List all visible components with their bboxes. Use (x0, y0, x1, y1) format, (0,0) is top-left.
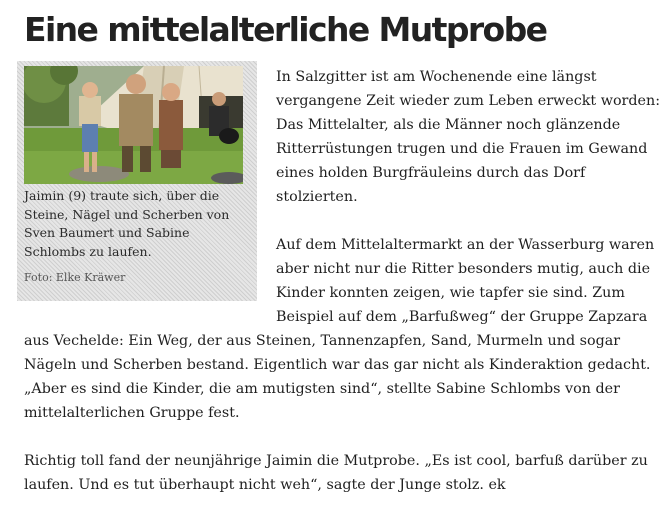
body-line: Richtig toll fand der neunjährige Jaimin die Mutprobe. „Es ist cool, barfuß darüber zu (24, 453, 648, 469)
article-photo[interactable] (24, 66, 243, 184)
body-line: aus Vechelde: Ein Weg, der aus Steinen, Tannenzapfen, Sand, Murmeln und sogar (24, 333, 621, 349)
body-line: stolzierten. (276, 189, 358, 205)
article-headline: Eine mittelalterliche Mutprobe (24, 10, 547, 49)
photo-caption: Jaimin (9) traute sich, über die Steine, Nägel und Scherben von Sven Baumert und Sabine Schlombs zu laufen. (24, 188, 230, 259)
body-line: „Aber es sind die Kinder, die am mutigsten sind“, stellte Sabine Schlombs von der (24, 381, 620, 397)
body-line: Nägeln und Scherben bestand. Eigentlich war das gar nicht als Kinderaktion gedacht. (24, 357, 651, 373)
body-line: aber nicht nur die Ritter besonders mutig, auch die (276, 261, 651, 277)
body-line: Kinder konnten zeigen, wie tapfer sie sind. Zum (276, 285, 625, 301)
body-line: Beispiel auf dem „Barfußweg“ der Gruppe Zapzara (276, 309, 648, 325)
body-line: Auf dem Mittelaltermarkt an der Wasserburg waren (276, 237, 655, 253)
body-line: eines holden Burgfräuleins durch das Dorf (276, 165, 586, 181)
photo-figure (17, 61, 257, 301)
body-line: In Salzgitter ist am Wochenende eine längst (276, 69, 597, 85)
photo-credit: Foto: Elke Kräwer (24, 271, 126, 284)
body-line: laufen. Und es tut überhaupt nicht weh“, sagte der Junge stolz. ek (24, 477, 506, 493)
body-line: mittelalterlichen Gruppe fest. (24, 405, 240, 421)
body-line: Ritterrüstungen trugen und die Frauen im Gewand (276, 141, 648, 157)
body-line: Das Mittelalter, als die Männer noch glänzende (276, 117, 621, 133)
body-line: vergangene Zeit wieder zum Leben erweckt worden: (276, 93, 661, 109)
